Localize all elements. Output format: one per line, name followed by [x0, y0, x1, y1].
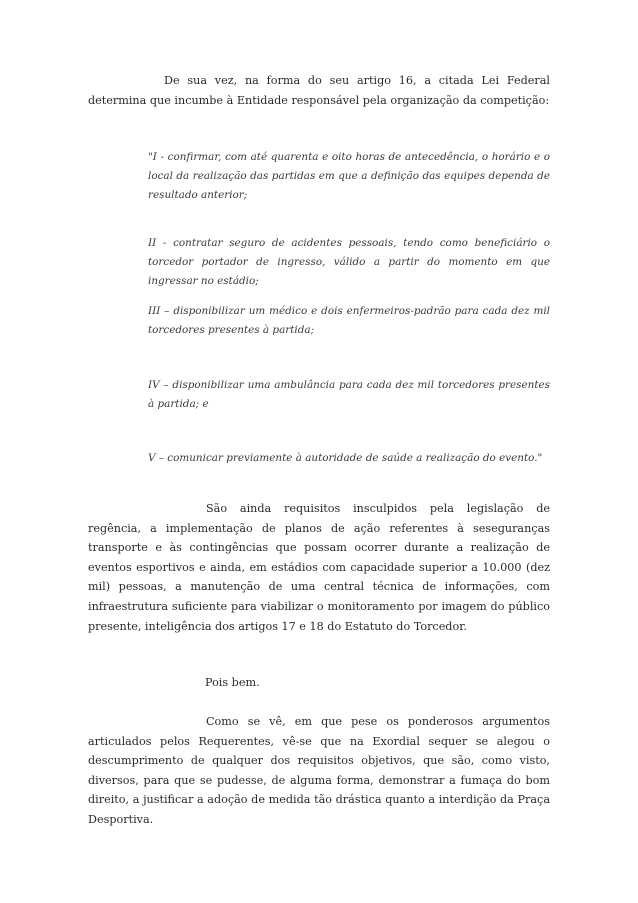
conclusion-paragraph: Como se vê, em que pese os ponderosos argumentos articulados pelos Requerentes, vê-se que na Exordial sequer se alegou o descumprimento de qualquer dos requisitos objetivos, que são, como visto, diversos, para que se pudesse, de alguma forma, demonstrar a fumaça do bom direito, a justificar a adoção de medida tão drástica quanto a interdição da Praça Desportiva.	[88, 715, 550, 826]
quote-item-4: IV – disponibilizar uma ambulância para cada dez mil torcedores presentes à partida; e	[148, 379, 550, 411]
pois-bem-text: Pois bem.	[205, 676, 260, 689]
intro-paragraph: De sua vez, na forma do seu artigo 16, a citada Lei Federal determina que incumbe à Entidade responsável pela organização da competição:	[88, 74, 550, 107]
requirements-paragraph: São ainda requisitos insculpidos pela legislação de regência, a implementação de planos de ação referentes à seseguranças transporte e às contingências que possam ocorrer durante a realização de eventos esportivos e ainda, em estádios com capacidade superior a 10.000 (dez mil) pessoas, a manutenção de uma central técnica de informações, com infraestrutura suficiente para viabilizar o monitoramento por imagem do público presente, inteligência dos artigos 17 e 18 do Estatuto do Torcedor.	[88, 502, 550, 633]
quote-item-3: III – disponibilizar um médico e dois enfermeiros-padrão para cada dez mil torcedores presentes à partida;	[148, 305, 550, 337]
quote-item-1: "I - confirmar, com até quarenta e oito horas de antecedência, o horário e o local da realização das partidas em que a definição das equipes dependa de resultado anterior;	[148, 151, 550, 202]
quote-item-2: II - contratar seguro de acidentes pessoais, tendo como beneficiário o torcedor portador de ingresso, válido a partir do momento em que ingressar no estádio;	[148, 237, 550, 288]
quote-item-5: V – comunicar previamente à autoridade de saúde a realização do evento."	[148, 452, 543, 464]
